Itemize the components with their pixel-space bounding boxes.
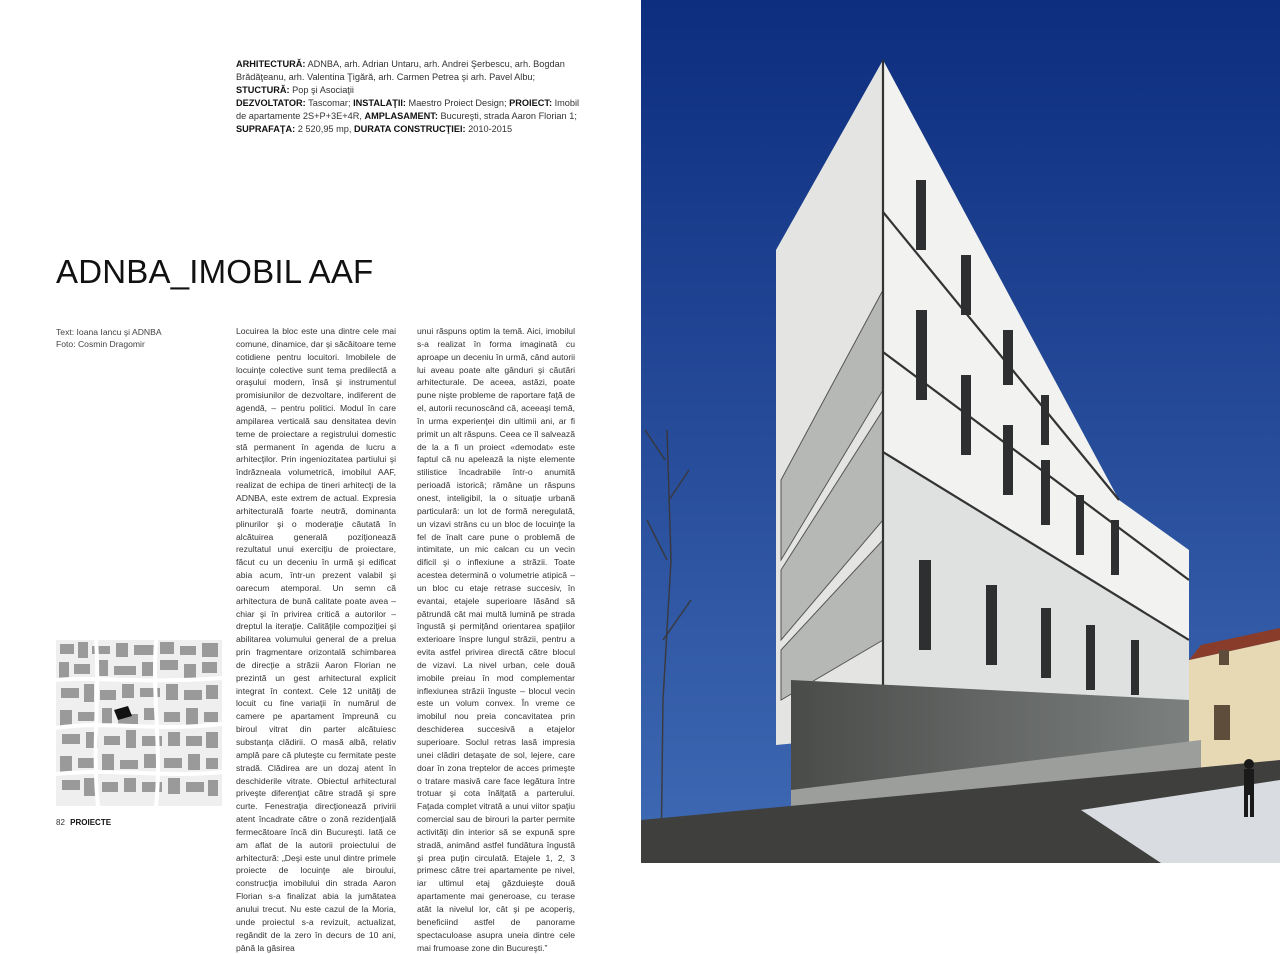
- credit-value-duration: 2010-2015: [465, 124, 513, 135]
- credit-label-area: SUPRAFAŢA:: [236, 124, 296, 135]
- credit-value-structure: Pop şi Asociaţii: [289, 85, 354, 96]
- credit-value-location: Bucureşti, strada Aaron Florian 1;: [437, 111, 577, 122]
- credit-label-structure: STUCTURĂ:: [236, 85, 290, 96]
- body-text-column-1: Locuirea la bloc este una dintre cele mai comune, dinamice, dar şi săcâitoare teme cotidiene pentru locuitori. Imobilele de locuinţe colective sunt tema predilectă a oraşului modern, însă şi instrumentul promisiunilor de dezvoltare, indiferent de agendă, – pentru politici. Modul în care ampilarea verticală sau densitatea devin teme de proiectare a registrului domestic stă permanent în agenda de lucru a arhitecţilor. Prin ingeniozitatea partiului şi îndrăzneala volumetrică, imobilul AAF, realizat de echipa de tineri arhitecţi de la ADNBA, este extrem de actual. Expresia arhitecturală foarte neutră, dominanta plinurilor şi o moderaţie căutată în alcătuirea generală poziţionează rezultatul unui exerciţiu de proiectare, făcut cu un deceniu în urmă şi edificat abia acum, într-un prezent valabil şi oarecum atemporal. Un semn că arhitectura de bună calitate poate avea – chiar şi în privirea critică a autorilor – dreptul la iteraţie. Calităţile compoziţiei şi abilitarea volumului general de a prelua prin fragmentare orizontală schimbarea de direcţie a străzii Aaron Florian ne prezintă un gest arhitectural explicit integrat în context. Cele 12 unităţi de locuit cu fine variaţii în numărul de camere pe apartament împreună cu biroul vitrat din parter alcătuiesc substanţa clădirii. O masă albă, relativ amplă pare că pluteşte cu fermitate peste stradă. Clădirea are un dozaj atent în deschiderile vitrate. Obiectul arhitectural priveşte diferenţiat către stradă şi spre curte. Fenestraţia direcţionează privirii atent încadrate către o zonă rezidenţială fermecătoare încă din Bucureşti. Iată ce am aflat de la autorii proiectului de arhitectură: „Deşi este unul dintre primele proiecte de locuinţe ale biroului, construcţia imobilului din strada Aaron Florian s-a finalizat abia la jumătatea anului trecut. Nu este cazul de la Moria, unde proiectul s-a revizuit, actualizat, regândit de la zero în decurs de 10 ani, până la găsirea: [236, 326, 396, 953]
- article-title: ADNBA_IMOBIL AAF: [56, 253, 374, 290]
- credit-value-installations: Maestro Proiect Design;: [405, 98, 510, 109]
- credit-label-installations: INSTALAŢII:: [353, 98, 406, 109]
- credit-label-developer: DEZVOLTATOR:: [236, 98, 306, 109]
- building-photograph: [641, 0, 1280, 863]
- page-number: 82: [56, 818, 65, 827]
- body-text-column-2: unui răspuns optim la temă. Aici, imobilul s-a realizat în forma imaginată cu aproape un deceniu în urmă, când autorii lui aveau poate alte gânduri şi căutări arhitecturale. De aceea, astăzi, poate pune nişte probleme de raportare faţă de el, autorii recunoscând că, aceeaşi temă, în urma experienţei din ultimii ani, ar fi primit un alt răspuns. Ceea ce îl salvează de la a fi un proiect «demodat» este faptul că nu apelează la nişte elemente stilistice încadrabile într-o anumită perioadă istorică; rămâne un răspuns onest, inteligibil, la o situaţie urbană particulară: un lot de formă neregulată, un vizavi strâns cu un bloc de locuinţe la fel de înalt care pune o problemă de intimitate, un mic calcan cu un vecin dificil şi o inflexiune a străzii. Toate acestea determină o volumetrie atipică – un bloc cu etaje retrase succesiv, în evantai, etajele superioare lăsând să pătrundă cât mai multă lumină pe strada îngustă şi permiţând orientarea spaţiilor exterioare înspre lungul străzii, pentru a evita astfel privirea directă către blocul de vizavi. La nivel urban, cele două imobile preiau în mod complementar inflexiunea străzii înguste – blocul vecin este un volum convex. În vreme ce imobilul nou preia concavitatea prin deschiderea succesivă a etajelor superioare. Soclul retras lasă impresia unei clădiri detaşate de sol, lejere, care doar în zona treptelor de acces primeşte o tratare masivă care face legătura între trotuar şi cota înălţată a parterului. Faţada complet vitrată a unui viitor spaţiu comercial sau de birouri la parter permite activităţi din interior să se expună spre stradă, animând astfel fundătura îngustă şi prea puţin circulată. Etajele 1, 2, 3 primesc către trei apartamente pe nivel, iar ultimul etaj găzduieşte două apartamente mai generoase, cu terase atât la nivelul lor, cât şi pe acoperiş, beneficiind astfel de panorame spectaculoase asupra uneia dintre cele mai frumoase zone din Bucureşti.”: [417, 326, 575, 953]
- credit-label-architecture: ARHITECTURĂ:: [236, 59, 306, 69]
- credit-value-area: 2 520,95 mp,: [295, 124, 354, 135]
- credit-label-duration: DURATA CONSTRUCŢIEI:: [353, 124, 466, 135]
- byline-text-author: Text: Ioana Iancu şi ADNBA: [56, 327, 162, 337]
- page-footer: [56, 818, 111, 827]
- article-column-1: [236, 325, 396, 954]
- credit-value-architecture: ADNBA, arh. Adrian Untaru, arh. Andrei Şerbescu, arh. Bogdan Brădăţeanu, arh. Valentina Ţigără, arh. Carmen Petrea şi arh. Pavel Albu;: [236, 59, 565, 83]
- credit-value-project: Imobil de apartamente 2S+P+3E+4R,: [236, 98, 580, 122]
- byline: [56, 326, 162, 350]
- credit-value-developer: Tascomar;: [305, 98, 354, 109]
- article-column-2: [417, 325, 575, 954]
- byline-photo-author: Foto: Cosmin Dragomir: [56, 339, 145, 349]
- site-plan-map: [56, 640, 222, 806]
- credit-label-location: AMPLASAMENT:: [364, 111, 438, 122]
- section-name: PROIECTE: [70, 818, 112, 827]
- project-credits: [236, 58, 591, 137]
- credit-label-project: PROIECT:: [509, 98, 553, 109]
